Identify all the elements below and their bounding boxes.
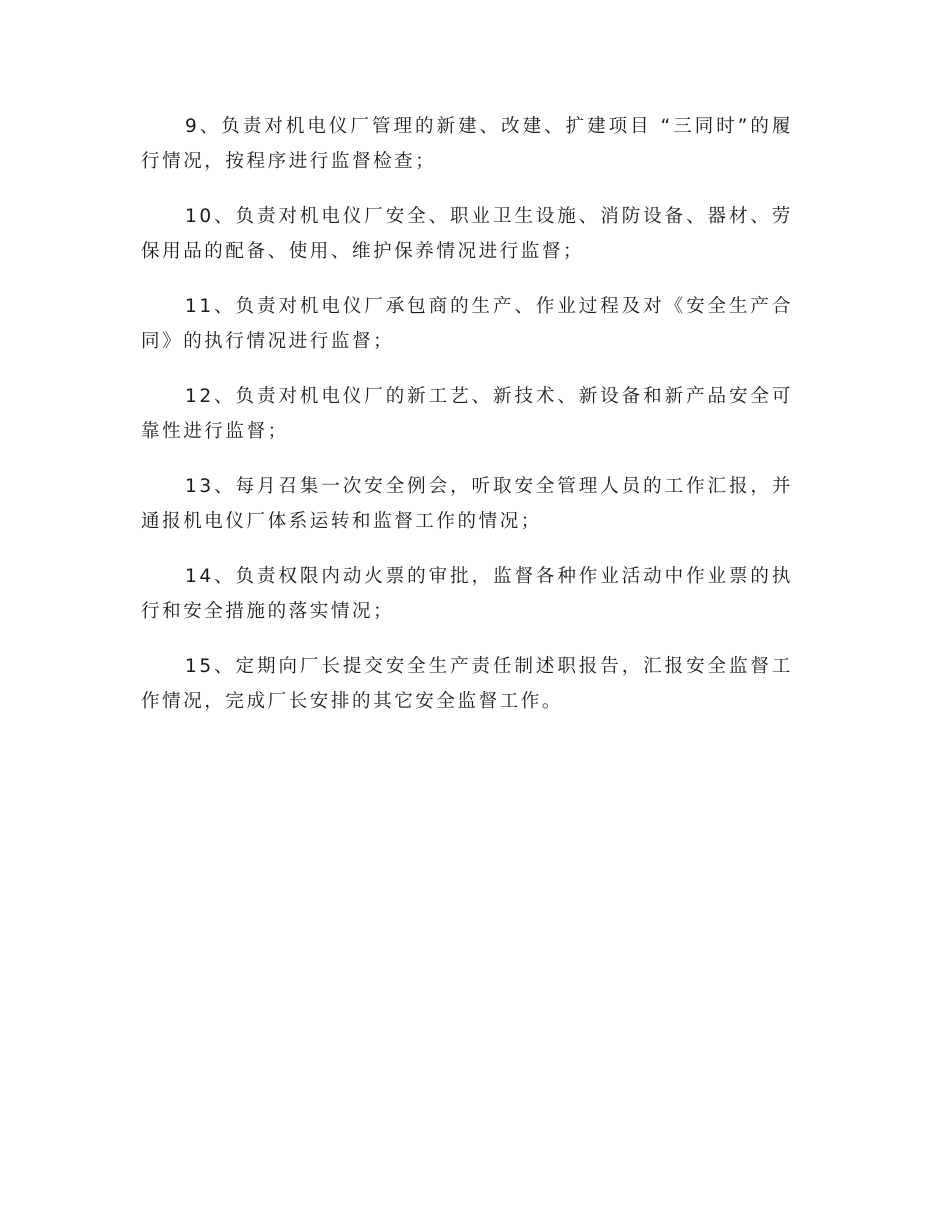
paragraph-item-11: 11、负责对机电仪厂承包商的生产、作业过程及对《安全生产合同》的执行情况进行监督； [141,296,793,352]
paragraph-item-15: 15、定期向厂长提交安全生产责任制述职报告，汇报安全监督工作情况，完成厂长安排的其它安全监督工作。 [141,656,793,712]
paragraph-item-13: 13、每月召集一次安全例会，听取安全管理人员的工作汇报，并通报机电仪厂体系运转和监督工作的情况； [141,476,793,532]
paragraph-item-14: 14、负责权限内动火票的审批，监督各种作业活动中作业票的执行和安全措施的落实情况； [141,566,793,622]
paragraph-item-10: 10、负责对机电仪厂安全、职业卫生设施、消防设备、器材、劳保用品的配备、使用、维护保养情况进行监督； [141,206,793,262]
paragraph-item-9: 9、负责对机电仪厂管理的新建、改建、扩建项目 “三同时”的履行情况，按程序进行监督检查； [141,116,793,172]
document-body [141,109,793,739]
paragraph-item-12: 12、负责对机电仪厂的新工艺、新技术、新设备和新产品安全可靠性进行监督； [141,386,793,442]
